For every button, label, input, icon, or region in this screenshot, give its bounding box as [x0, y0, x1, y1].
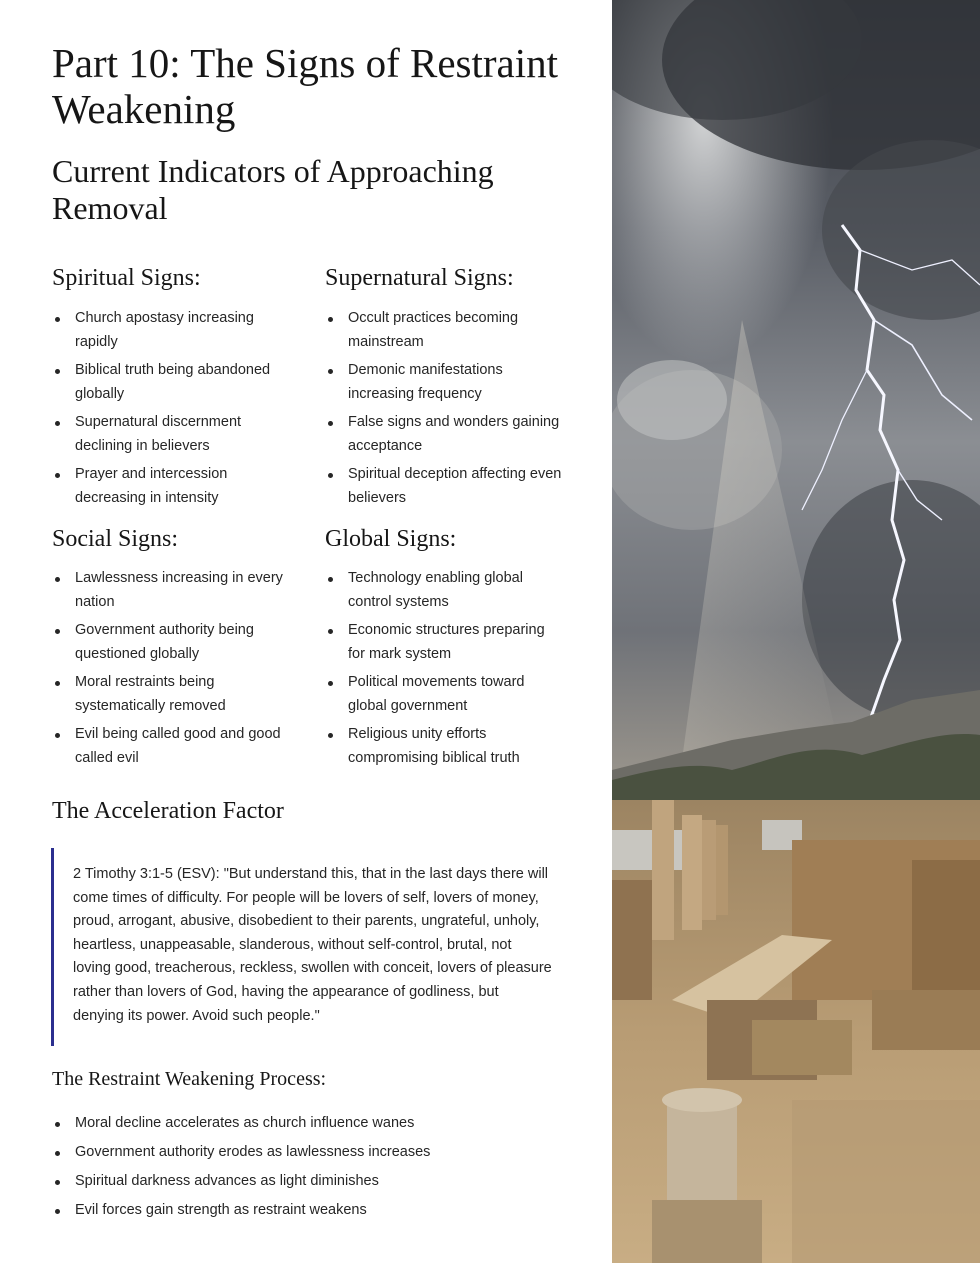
- list-item: Moral restraints being systematically removed: [52, 671, 292, 718]
- process-list: [52, 1112, 582, 1228]
- global-signs-list: [325, 567, 565, 775]
- scripture-quote-text: 2 Timothy 3:1-5 (ESV): "But understand this, that in the last days there will come times of difficulty. For people will be lovers of self, lovers of money, proud, arrogant, abusive, disobedient to their parents, ungrateful, unholy, heartless, unappeasable, slanderous, without self-control, brutal, not loving good, treacherous, reckless, swollen with conceit, lovers of pleasure rather than lovers of God, having the appearance of godliness, but denying its power. Avoid such people.": [73, 866, 552, 1024]
- list-item: Government authority erodes as lawlessness increases: [52, 1141, 582, 1165]
- global-signs-heading: Global Signs:: [325, 526, 457, 552]
- storm-ruins-image: [612, 0, 980, 1263]
- list-item: Occult practices becoming mainstream: [325, 307, 565, 354]
- list-item: Evil being called good and good called evil: [52, 723, 292, 770]
- social-signs-heading: Social Signs:: [52, 526, 179, 552]
- list-item: Spiritual deception affecting even believers: [325, 463, 565, 510]
- list-item: Lawlessness increasing in every nation: [52, 567, 292, 614]
- page-title: Part 10: The Signs of Restraint Weakening: [52, 40, 559, 132]
- process-heading: The Restraint Weakening Process:: [52, 1068, 327, 1090]
- list-item: False signs and wonders gaining acceptance: [325, 411, 565, 458]
- list-item: Political movements toward global government: [325, 671, 565, 718]
- list-item: Prayer and intercession decreasing in intensity: [52, 463, 292, 510]
- list-item: Biblical truth being abandoned globally: [52, 359, 292, 406]
- supernatural-signs-list: [325, 307, 565, 515]
- page-subtitle: Current Indicators of Approaching Removal: [52, 153, 494, 226]
- list-item: Technology enabling global control systems: [325, 567, 565, 614]
- list-item: Church apostasy increasing rapidly: [52, 307, 292, 354]
- social-signs-list: [52, 567, 292, 775]
- list-item: Economic structures preparing for mark system: [325, 619, 565, 666]
- list-item: Evil forces gain strength as restraint weakens: [52, 1199, 582, 1223]
- spiritual-signs-list: [52, 307, 292, 515]
- list-item: Government authority being questioned globally: [52, 619, 292, 666]
- list-item: Spiritual darkness advances as light diminishes: [52, 1170, 582, 1194]
- list-item: Religious unity efforts compromising biblical truth: [325, 723, 565, 770]
- list-item: Moral decline accelerates as church influence wanes: [52, 1112, 582, 1136]
- list-item: Supernatural discernment declining in believers: [52, 411, 292, 458]
- spiritual-signs-heading: Spiritual Signs:: [52, 265, 201, 291]
- supernatural-signs-heading: Supernatural Signs:: [325, 265, 514, 291]
- scripture-blockquote: [51, 848, 554, 1046]
- acceleration-heading: The Acceleration Factor: [52, 798, 284, 824]
- list-item: Demonic manifestations increasing frequency: [325, 359, 565, 406]
